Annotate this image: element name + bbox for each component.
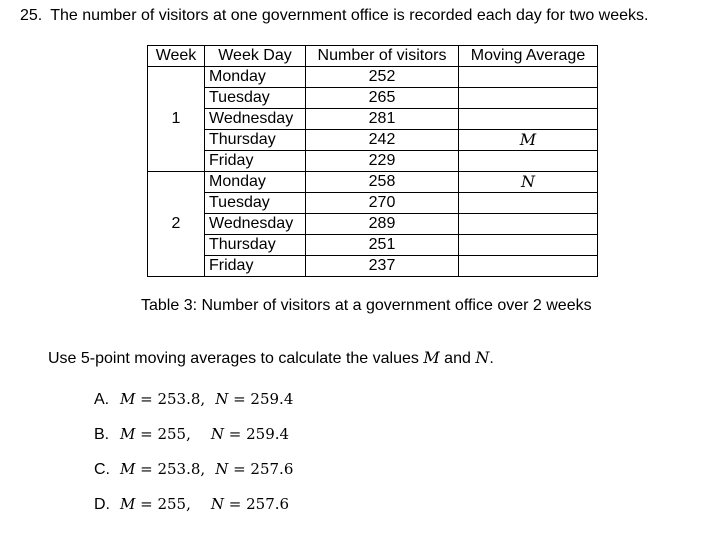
option-n-value: 259.4 xyxy=(246,425,290,443)
week-day-cell: Friday xyxy=(205,151,306,172)
answer-options xyxy=(94,390,293,530)
table-row xyxy=(148,151,598,172)
week-number-cell: 1 xyxy=(148,67,205,172)
moving-average-cell xyxy=(459,67,598,88)
answer-option[interactable] xyxy=(94,495,293,530)
option-var-n: N xyxy=(210,425,224,443)
week-day-cell: Wednesday xyxy=(205,109,306,130)
moving-average-cell xyxy=(459,235,598,256)
table-row xyxy=(148,67,598,88)
moving-average-cell xyxy=(459,88,598,109)
visitors-cell: 252 xyxy=(306,67,459,88)
visitors-cell: 229 xyxy=(306,151,459,172)
option-var-n: N xyxy=(210,495,224,513)
question-body: The number of visitors at one government office is recorded each day for two weeks. xyxy=(50,7,649,24)
moving-average-cell xyxy=(459,256,598,277)
week-day-cell: Wednesday xyxy=(205,214,306,235)
table-row xyxy=(148,109,598,130)
option-n-value: 257.6 xyxy=(246,495,290,513)
header-week: Week xyxy=(148,46,205,67)
week-day-cell: Tuesday xyxy=(205,193,306,214)
option-n-value: 259.4 xyxy=(250,390,294,408)
option-expression: M = 255, N = 257.6 xyxy=(120,495,290,513)
visitors-cell: 237 xyxy=(306,256,459,277)
table-caption: Table 3: Number of visitors at a government office over 2 weeks xyxy=(141,297,592,314)
instruction-suffix: . xyxy=(489,350,494,367)
option-expression: M = 255, N = 259.4 xyxy=(120,425,290,443)
week-day-cell: Tuesday xyxy=(205,88,306,109)
week-day-cell: Monday xyxy=(205,67,306,88)
table-row xyxy=(148,256,598,277)
instruction-conjunction: and xyxy=(439,350,476,367)
table-row xyxy=(148,130,598,151)
answer-option[interactable] xyxy=(94,390,293,425)
option-var-n: N xyxy=(215,390,229,408)
visitors-cell: 258 xyxy=(306,172,459,193)
header-week-day: Week Day xyxy=(205,46,306,67)
question-text xyxy=(20,7,648,25)
moving-average-cell: N xyxy=(459,172,598,193)
answer-option[interactable] xyxy=(94,460,293,495)
option-m-value: 253.8, xyxy=(157,460,206,478)
week-day-cell: Friday xyxy=(205,256,306,277)
moving-average-cell: M xyxy=(459,130,598,151)
option-var-n: N xyxy=(215,460,229,478)
moving-average-cell xyxy=(459,214,598,235)
option-expression: M = 253.8, N = 257.6 xyxy=(120,460,294,478)
option-n-value: 257.6 xyxy=(250,460,294,478)
variable-n: N xyxy=(475,348,490,367)
header-number-of-visitors: Number of visitors xyxy=(306,46,459,67)
table-body xyxy=(148,67,598,277)
moving-average-cell xyxy=(459,193,598,214)
visitors-cell: 270 xyxy=(306,193,459,214)
option-var-m: M xyxy=(120,495,136,513)
header-moving-average: Moving Average xyxy=(459,46,598,67)
instruction-prefix: Use 5-point moving averages to calculate the values xyxy=(48,350,424,367)
visitors-table xyxy=(147,45,598,277)
option-m-value: 255, xyxy=(157,425,191,443)
option-var-m: M xyxy=(120,390,136,408)
option-var-m: M xyxy=(120,460,136,478)
visitors-cell: 251 xyxy=(306,235,459,256)
question-number: 25. xyxy=(20,7,43,24)
instruction-text xyxy=(48,348,494,368)
week-day-cell: Monday xyxy=(205,172,306,193)
week-day-cell: Thursday xyxy=(205,130,306,151)
visitors-cell: 281 xyxy=(306,109,459,130)
visitors-cell: 242 xyxy=(306,130,459,151)
visitors-cell: 265 xyxy=(306,88,459,109)
table-row xyxy=(148,235,598,256)
answer-option[interactable] xyxy=(94,425,293,460)
option-m-value: 253.8, xyxy=(157,390,206,408)
option-letter: B. xyxy=(94,426,110,443)
table-row xyxy=(148,172,598,193)
table-header-row xyxy=(148,46,598,67)
option-letter: D. xyxy=(94,496,110,513)
option-letter: C. xyxy=(94,461,110,478)
table-row xyxy=(148,214,598,235)
moving-average-cell xyxy=(459,109,598,130)
moving-average-cell xyxy=(459,151,598,172)
option-var-m: M xyxy=(120,425,136,443)
visitors-cell: 289 xyxy=(306,214,459,235)
table-row xyxy=(148,193,598,214)
week-number-cell: 2 xyxy=(148,172,205,277)
week-day-cell: Thursday xyxy=(205,235,306,256)
table-row xyxy=(148,88,598,109)
option-letter: A. xyxy=(94,391,110,408)
option-expression: M = 253.8, N = 259.4 xyxy=(120,390,294,408)
variable-m: M xyxy=(423,348,440,367)
option-m-value: 255, xyxy=(157,495,191,513)
